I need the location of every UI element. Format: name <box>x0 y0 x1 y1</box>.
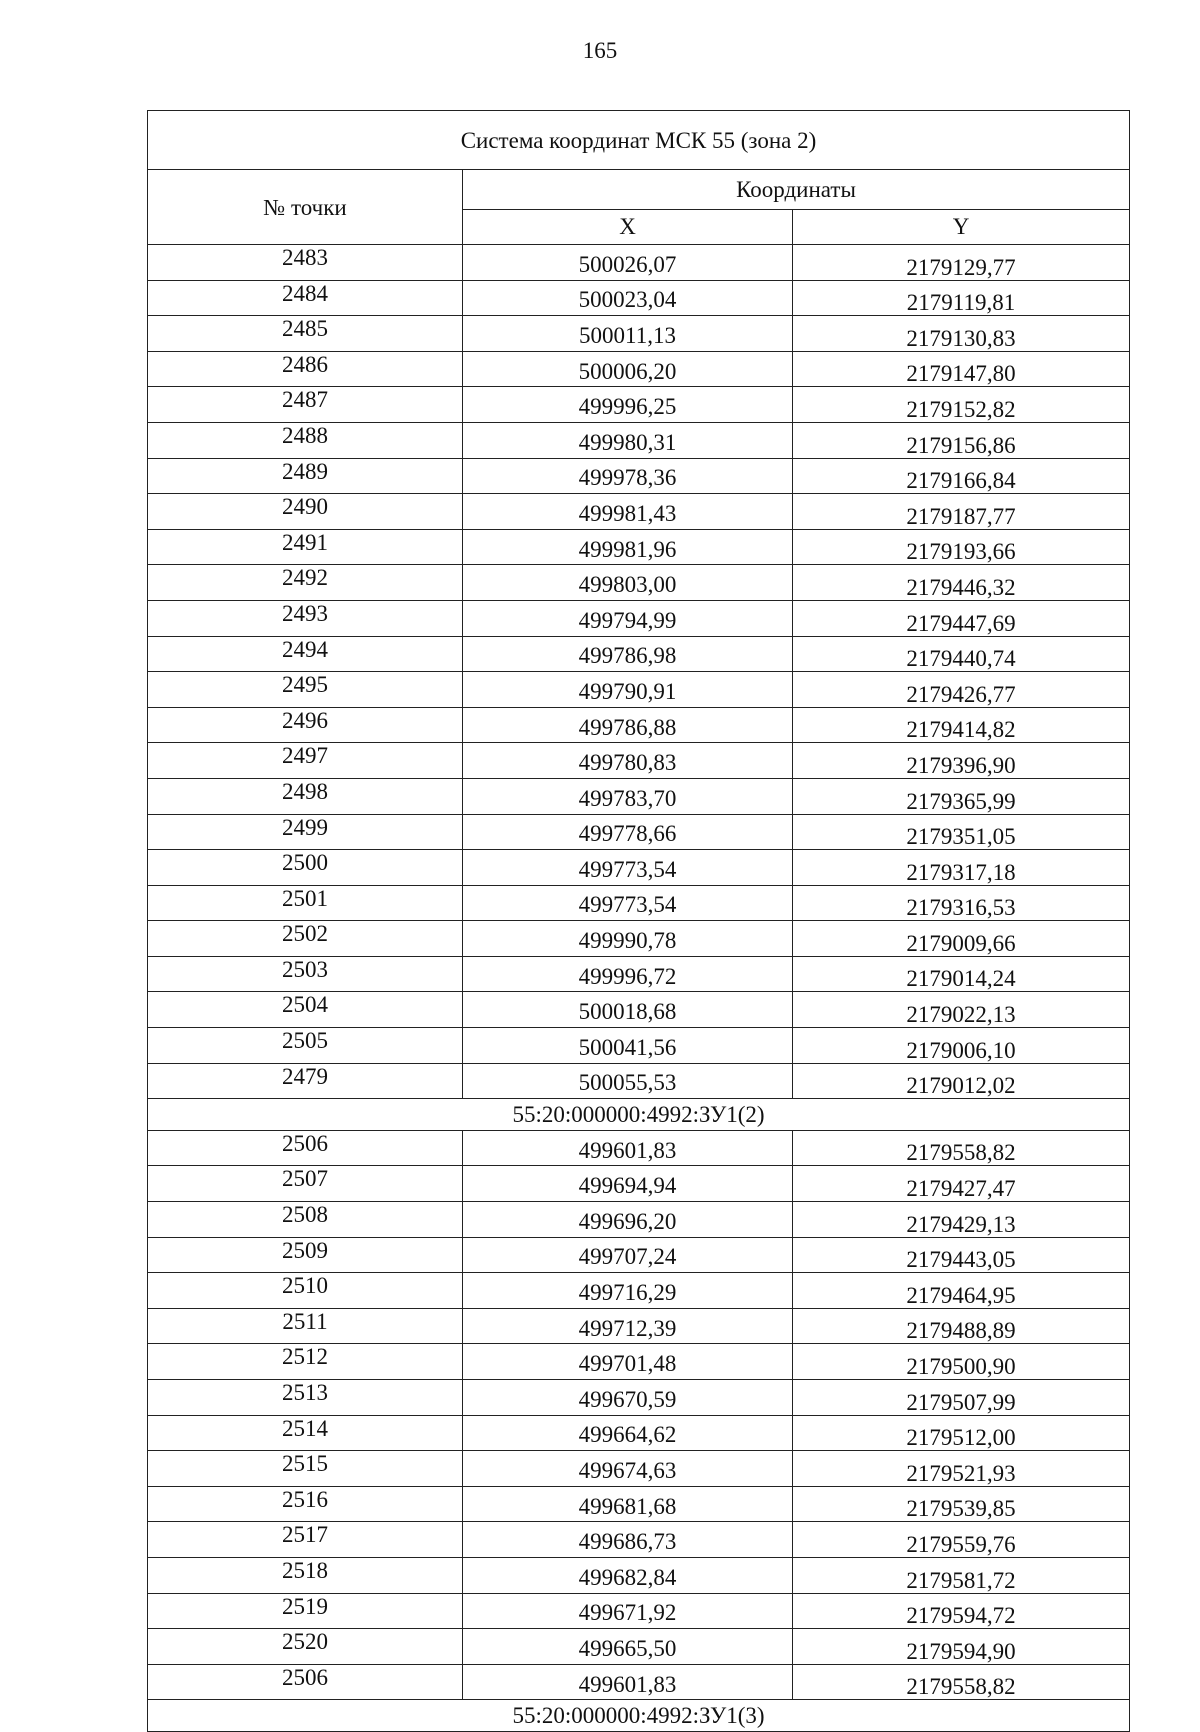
table-row <box>148 316 1130 352</box>
section-row <box>148 1099 1130 1131</box>
table-row <box>148 1415 1130 1451</box>
x-coordinate-cell: 499990,78 <box>463 921 793 957</box>
point-number-cell: 2513 <box>148 1380 463 1416</box>
table-row <box>148 422 1130 458</box>
table-row <box>148 1028 1130 1064</box>
x-coordinate-cell: 499670,59 <box>463 1380 793 1416</box>
x-coordinate-cell: 499694,94 <box>463 1166 793 1202</box>
point-number-cell: 2517 <box>148 1522 463 1558</box>
page-number: 165 <box>582 38 618 63</box>
x-coordinate-cell: 499601,83 <box>463 1130 793 1166</box>
x-coordinate-cell: 499786,98 <box>463 636 793 672</box>
table-row <box>148 1308 1130 1344</box>
x-coordinate-cell: 500011,13 <box>463 316 793 352</box>
y-coordinate-cell: 2179443,05 <box>793 1237 1130 1273</box>
y-coordinate-cell: 2179429,13 <box>793 1202 1130 1238</box>
x-coordinate-cell: 499707,24 <box>463 1237 793 1273</box>
y-coordinate-cell: 2179014,24 <box>793 956 1130 992</box>
point-number-cell: 2498 <box>148 778 463 814</box>
point-number-cell: 2504 <box>148 992 463 1028</box>
y-coordinate-cell: 2179521,93 <box>793 1451 1130 1487</box>
x-coordinate-cell: 499664,62 <box>463 1415 793 1451</box>
point-number-cell: 2492 <box>148 565 463 601</box>
table-row <box>148 885 1130 921</box>
point-number-cell: 2510 <box>148 1273 463 1309</box>
y-coordinate-cell: 2179427,47 <box>793 1166 1130 1202</box>
table-row <box>148 529 1130 565</box>
y-coordinate-cell: 2179447,69 <box>793 600 1130 636</box>
point-number-cell: 2518 <box>148 1557 463 1593</box>
y-coordinate-cell: 2179152,82 <box>793 387 1130 423</box>
y-coordinate-cell: 2179440,74 <box>793 636 1130 672</box>
point-number-cell: 2488 <box>148 422 463 458</box>
x-coordinate-cell: 499996,25 <box>463 387 793 423</box>
point-number-cell: 2505 <box>148 1028 463 1064</box>
table-row <box>148 707 1130 743</box>
point-number-cell: 2484 <box>148 280 463 316</box>
point-number-cell: 2503 <box>148 956 463 992</box>
point-number-cell: 2497 <box>148 743 463 779</box>
y-coordinate-cell: 2179129,77 <box>793 245 1130 281</box>
table-row <box>148 1451 1130 1487</box>
x-coordinate-cell: 499681,68 <box>463 1486 793 1522</box>
table-row <box>148 921 1130 957</box>
x-coordinate-cell: 500023,04 <box>463 280 793 316</box>
y-coordinate-cell: 2179317,18 <box>793 850 1130 886</box>
y-coordinate-cell: 2179130,83 <box>793 316 1130 352</box>
table-row <box>148 1273 1130 1309</box>
table-row <box>148 992 1130 1028</box>
table-row <box>148 245 1130 281</box>
x-coordinate-cell: 499674,63 <box>463 1451 793 1487</box>
y-coordinate-cell: 2179512,00 <box>793 1415 1130 1451</box>
x-coordinate-cell: 499696,20 <box>463 1202 793 1238</box>
y-coordinate-cell: 2179559,76 <box>793 1522 1130 1558</box>
y-coordinate-cell: 2179316,53 <box>793 885 1130 921</box>
y-coordinate-cell: 2179539,85 <box>793 1486 1130 1522</box>
table-body <box>148 245 1130 1732</box>
y-coordinate-cell: 2179594,90 <box>793 1629 1130 1665</box>
x-coordinate-cell: 499671,92 <box>463 1593 793 1629</box>
y-coordinate-cell: 2179156,86 <box>793 422 1130 458</box>
point-number-cell: 2502 <box>148 921 463 957</box>
x-coordinate-cell: 499773,54 <box>463 850 793 886</box>
x-coordinate-cell: 500055,53 <box>463 1063 793 1099</box>
point-number-cell: 2506 <box>148 1130 463 1166</box>
point-number-cell: 2519 <box>148 1593 463 1629</box>
y-coordinate-cell: 2179446,32 <box>793 565 1130 601</box>
y-coordinate-cell: 2179119,81 <box>793 280 1130 316</box>
y-coordinate-cell: 2179558,82 <box>793 1130 1130 1166</box>
point-number-cell: 2495 <box>148 672 463 708</box>
table-row <box>148 956 1130 992</box>
x-coordinate-cell: 499601,83 <box>463 1664 793 1700</box>
point-number-cell: 2490 <box>148 494 463 530</box>
point-number-cell: 2500 <box>148 850 463 886</box>
point-number-cell: 2491 <box>148 529 463 565</box>
point-number-cell: 2515 <box>148 1451 463 1487</box>
x-coordinate-cell: 499701,48 <box>463 1344 793 1380</box>
table-row <box>148 565 1130 601</box>
table-title: Система координат МСК 55 (зона 2) <box>148 111 1130 170</box>
x-coordinate-cell: 499981,43 <box>463 494 793 530</box>
table-row <box>148 458 1130 494</box>
section-label: 55:20:000000:4992:ЗУ1(3) <box>148 1700 1130 1732</box>
y-coordinate-cell: 2179365,99 <box>793 778 1130 814</box>
point-number-cell: 2483 <box>148 245 463 281</box>
x-coordinate-cell: 499780,83 <box>463 743 793 779</box>
y-header: Y <box>793 209 1130 244</box>
x-coordinate-cell: 499712,39 <box>463 1308 793 1344</box>
table-row <box>148 1557 1130 1593</box>
coordinates-header: Координаты <box>463 170 1130 210</box>
x-coordinate-cell: 499790,91 <box>463 672 793 708</box>
point-number-cell: 2479 <box>148 1063 463 1099</box>
x-coordinate-cell: 499783,70 <box>463 778 793 814</box>
y-coordinate-cell: 2179396,90 <box>793 743 1130 779</box>
x-coordinate-cell: 499978,36 <box>463 458 793 494</box>
table-row <box>148 1664 1130 1700</box>
point-number-header: № точки <box>148 170 463 245</box>
point-number-cell: 2485 <box>148 316 463 352</box>
x-coordinate-cell: 500041,56 <box>463 1028 793 1064</box>
table-row <box>148 636 1130 672</box>
x-coordinate-cell: 499716,29 <box>463 1273 793 1309</box>
point-number-cell: 2489 <box>148 458 463 494</box>
x-header: X <box>463 209 793 244</box>
x-coordinate-cell: 499980,31 <box>463 422 793 458</box>
x-coordinate-cell: 499981,96 <box>463 529 793 565</box>
point-number-cell: 2486 <box>148 351 463 387</box>
table-row <box>148 743 1130 779</box>
y-coordinate-cell: 2179012,02 <box>793 1063 1130 1099</box>
point-number-cell: 2501 <box>148 885 463 921</box>
x-coordinate-cell: 499682,84 <box>463 1557 793 1593</box>
point-number-cell: 2520 <box>148 1629 463 1665</box>
y-coordinate-cell: 2179193,66 <box>793 529 1130 565</box>
point-number-cell: 2499 <box>148 814 463 850</box>
y-coordinate-cell: 2179022,13 <box>793 992 1130 1028</box>
table-row <box>148 1237 1130 1273</box>
x-coordinate-cell: 500026,07 <box>463 245 793 281</box>
table-row <box>148 1344 1130 1380</box>
y-coordinate-cell: 2179594,72 <box>793 1593 1130 1629</box>
y-coordinate-cell: 2179426,77 <box>793 672 1130 708</box>
table-row <box>148 672 1130 708</box>
y-coordinate-cell: 2179187,77 <box>793 494 1130 530</box>
y-coordinate-cell: 2179166,84 <box>793 458 1130 494</box>
table-row <box>148 387 1130 423</box>
point-number-cell: 2487 <box>148 387 463 423</box>
x-coordinate-cell: 499794,99 <box>463 600 793 636</box>
x-coordinate-cell: 499778,66 <box>463 814 793 850</box>
y-coordinate-cell: 2179464,95 <box>793 1273 1130 1309</box>
point-number-cell: 2516 <box>148 1486 463 1522</box>
table-row <box>148 1522 1130 1558</box>
x-coordinate-cell: 499665,50 <box>463 1629 793 1665</box>
table-row <box>148 814 1130 850</box>
table-row <box>148 600 1130 636</box>
x-coordinate-cell: 499773,54 <box>463 885 793 921</box>
point-number-cell: 2514 <box>148 1415 463 1451</box>
point-number-cell: 2508 <box>148 1202 463 1238</box>
point-number-cell: 2507 <box>148 1166 463 1202</box>
table-row <box>148 1202 1130 1238</box>
x-coordinate-cell: 500006,20 <box>463 351 793 387</box>
table-row <box>148 1593 1130 1629</box>
y-coordinate-cell: 2179558,82 <box>793 1664 1130 1700</box>
point-number-cell: 2506 <box>148 1664 463 1700</box>
table-row <box>148 1166 1130 1202</box>
y-coordinate-cell: 2179351,05 <box>793 814 1130 850</box>
table-row <box>148 1063 1130 1099</box>
y-coordinate-cell: 2179507,99 <box>793 1380 1130 1416</box>
table-row <box>148 1629 1130 1665</box>
x-coordinate-cell: 499996,72 <box>463 956 793 992</box>
y-coordinate-cell: 2179147,80 <box>793 351 1130 387</box>
y-coordinate-cell: 2179488,89 <box>793 1308 1130 1344</box>
point-number-cell: 2493 <box>148 600 463 636</box>
point-number-cell: 2496 <box>148 707 463 743</box>
y-coordinate-cell: 2179006,10 <box>793 1028 1130 1064</box>
table-row <box>148 850 1130 886</box>
table-row <box>148 778 1130 814</box>
x-coordinate-cell: 499686,73 <box>463 1522 793 1558</box>
x-coordinate-cell: 500018,68 <box>463 992 793 1028</box>
y-coordinate-cell: 2179414,82 <box>793 707 1130 743</box>
x-coordinate-cell: 499803,00 <box>463 565 793 601</box>
table-row <box>148 494 1130 530</box>
coordinates-table <box>147 110 1130 1732</box>
table-row <box>148 351 1130 387</box>
section-label: 55:20:000000:4992:ЗУ1(2) <box>148 1099 1130 1131</box>
table-row <box>148 1486 1130 1522</box>
point-number-cell: 2494 <box>148 636 463 672</box>
y-coordinate-cell: 2179009,66 <box>793 921 1130 957</box>
x-coordinate-cell: 499786,88 <box>463 707 793 743</box>
y-coordinate-cell: 2179581,72 <box>793 1557 1130 1593</box>
table-row <box>148 280 1130 316</box>
table-row <box>148 1130 1130 1166</box>
point-number-cell: 2509 <box>148 1237 463 1273</box>
point-number-cell: 2512 <box>148 1344 463 1380</box>
table-row <box>148 1380 1130 1416</box>
point-number-cell: 2511 <box>148 1308 463 1344</box>
y-coordinate-cell: 2179500,90 <box>793 1344 1130 1380</box>
